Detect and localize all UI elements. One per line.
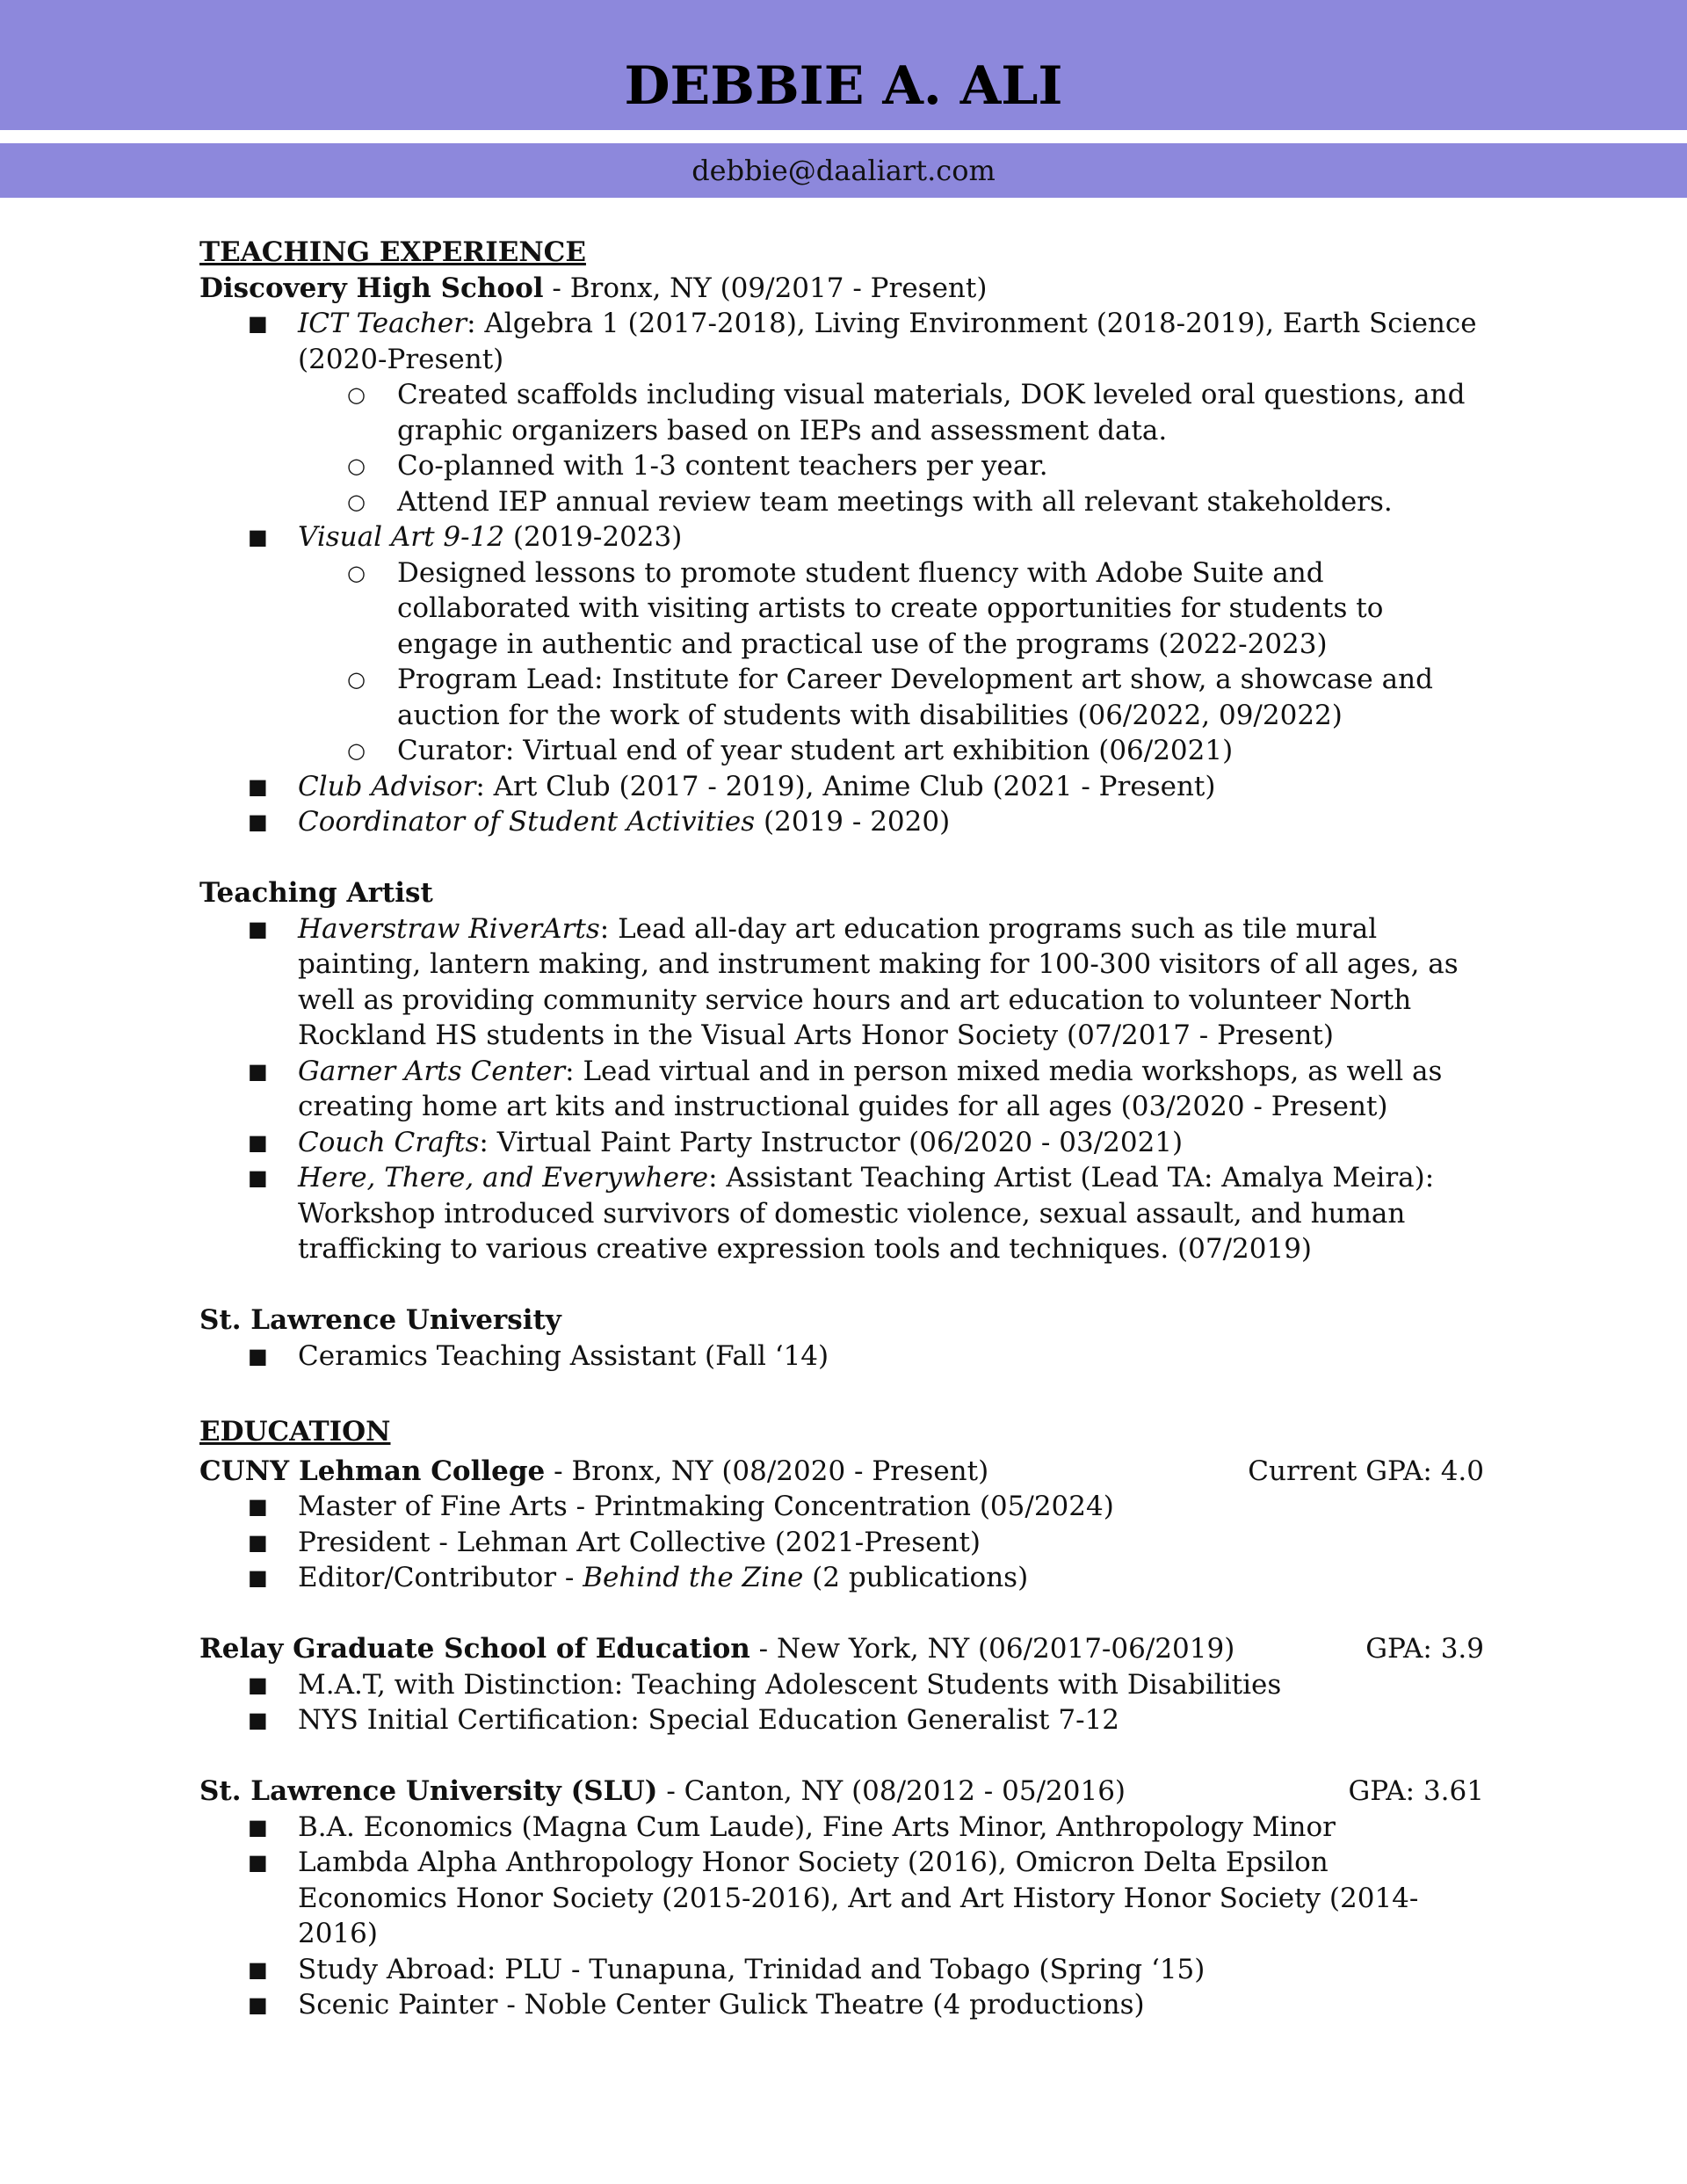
sub-list-item: ○ Designed lessons to promote student fluency with Adobe Suite and collaborated with visiting artists to create opportunities for students to engage in authentic and practical use of the programs (2022-2023) xyxy=(199,555,1484,663)
list-item xyxy=(199,769,1484,805)
spacer xyxy=(199,1738,1484,1774)
role-title: ICT Teacher xyxy=(298,308,467,339)
school-detail: - New York, NY (06/2017-06/2019) xyxy=(749,1633,1235,1665)
education-heading: EDUCATION xyxy=(199,1416,391,1448)
discovery-list xyxy=(199,306,1484,840)
role-detail: (2019-2023) xyxy=(504,521,683,553)
st-lawrence-teaching-entry xyxy=(199,1302,1484,1374)
venue-name: Couch Crafts xyxy=(298,1126,480,1158)
list-item: ■ Ceramics Teaching Assistant (Fall ‘14) xyxy=(199,1339,1484,1375)
list-item xyxy=(199,306,1484,377)
gpa: GPA: 3.9 xyxy=(1365,1633,1484,1665)
discovery-entry xyxy=(199,271,1484,840)
list-item xyxy=(199,1160,1484,1267)
role-title: Visual Art 9-12 xyxy=(298,521,505,553)
publication-title: Behind the Zine xyxy=(583,1562,804,1593)
spacer xyxy=(199,1374,1484,1414)
school-line xyxy=(199,1774,1126,1810)
resume-body xyxy=(199,235,1484,2023)
slu-entry xyxy=(199,1774,1484,2023)
candidate-name: DEBBIE A. ALI xyxy=(624,55,1063,117)
sub-list-item: ○ Attend IEP annual review team meetings with all relevant stakeholders. xyxy=(199,484,1484,520)
list-item: ■ Study Abroad: PLU - Tunapuna, Trinidad and Tobago (Spring ‘15) xyxy=(199,1952,1484,1988)
school-name: Relay Graduate School of Education xyxy=(199,1633,750,1665)
school-line xyxy=(199,1631,1234,1667)
sub-list-item: ○ Co-planned with 1-3 content teachers per year. xyxy=(199,448,1484,484)
relay-entry xyxy=(199,1631,1484,1738)
relay-header xyxy=(199,1631,1484,1667)
teaching-experience-heading: TEACHING EXPERIENCE xyxy=(199,236,586,268)
list-item xyxy=(199,911,1484,1054)
school-detail: - Bronx, NY (08/2020 - Present) xyxy=(545,1455,989,1487)
slu-header xyxy=(199,1774,1484,1810)
school-name: CUNY Lehman College xyxy=(199,1455,546,1487)
school-line xyxy=(199,1454,988,1490)
list-item: ■ President - Lehman Art Collective (2021-Present) xyxy=(199,1525,1484,1561)
spacer xyxy=(199,1267,1484,1303)
lehman-header xyxy=(199,1454,1484,1490)
sub-list-item: ○ Created scaffolds including visual materials, DOK leveled oral questions, and graphic organizers based on IEPs and assessment data. xyxy=(199,377,1484,448)
discovery-header xyxy=(199,271,1484,307)
list-item xyxy=(199,519,1484,555)
item-prefix: Editor/Contributor - xyxy=(298,1562,583,1593)
school-name: St. Lawrence University (SLU) xyxy=(199,1775,658,1807)
venue-name: Haverstraw RiverArts xyxy=(298,912,600,945)
teaching-artist-list xyxy=(199,911,1484,1267)
role-title: Coordinator of Student Activities xyxy=(298,806,756,838)
lehman-list xyxy=(199,1489,1484,1596)
role-title: Club Advisor xyxy=(298,770,476,802)
org-name: St. Lawrence University xyxy=(199,1304,561,1336)
role-detail: : Algebra 1 (2017-2018), Living Environment (2018-2019), Earth Science (2020-Present) xyxy=(298,308,1477,375)
list-item: ■ B.A. Economics (Magna Cum Laude), Fine Arts Minor, Anthropology Minor xyxy=(199,1810,1484,1846)
item-suffix: (2 publications) xyxy=(803,1562,1029,1593)
email-address: debbie@daaliart.com xyxy=(691,154,996,187)
list-item: ■ Lambda Alpha Anthropology Honor Society (2016), Omicron Delta Epsilon Economics Honor Society (2015-2016), Art and Art History Honor Society (2014-2016) xyxy=(199,1845,1484,1952)
org-detail: - Bronx, NY (09/2017 - Present) xyxy=(543,272,988,304)
list-item xyxy=(199,804,1484,840)
slu-list xyxy=(199,1810,1484,2023)
venue-detail: : Lead virtual and in person mixed media workshops, as well as creating home art kits and instructional guides for all ages (03/2020 - Present) xyxy=(298,1055,1443,1122)
gpa: GPA: 3.61 xyxy=(1348,1775,1484,1807)
org-name: Teaching Artist xyxy=(199,877,433,909)
list-item: ■ M.A.T, with Distinction: Teaching Adolescent Students with Disabilities xyxy=(199,1667,1484,1703)
list-item: ■ Master of Fine Arts - Printmaking Concentration (05/2024) xyxy=(199,1489,1484,1525)
relay-list xyxy=(199,1667,1484,1738)
spacer xyxy=(199,1596,1484,1632)
list-item xyxy=(199,1560,1484,1596)
spacer xyxy=(199,840,1484,876)
role-detail: (2019 - 2020) xyxy=(755,806,951,838)
gpa: Current GPA: 4.0 xyxy=(1248,1455,1484,1487)
role-detail: : Art Club (2017 - 2019), Anime Club (2021 - Present) xyxy=(475,770,1216,802)
sub-list-item: ○ Program Lead: Institute for Career Development art show, a showcase and auction for the work of students with disabilities (06/2022, 09/2022) xyxy=(199,662,1484,733)
list-item xyxy=(199,1125,1484,1161)
org-name: Discovery High School xyxy=(199,272,544,304)
venue-detail: : Virtual Paint Party Instructor (06/2020 - 03/2021) xyxy=(479,1126,1184,1158)
sub-list-item: ○ Curator: Virtual end of year student art exhibition (06/2021) xyxy=(199,733,1484,769)
list-item xyxy=(199,1054,1484,1125)
st-lawrence-teaching-list xyxy=(199,1339,1484,1375)
venue-detail: : Assistant Teaching Artist (Lead TA: Amalya Meira): Workshop introduced survivors of domestic violence, sexual assault, and human trafficking to various creative expression tools and techniques. (07/2019) xyxy=(298,1162,1435,1265)
venue-detail: : Lead all-day art education programs such as tile mural painting, lantern making, and instrument making for 100-300 visitors of all ages, as well as providing community service hours and art education to volunteer North Rockland HS students in the Visual Arts Honor Society (07/2017 - Present) xyxy=(298,912,1459,1051)
lehman-entry xyxy=(199,1454,1484,1596)
school-detail: - Canton, NY (08/2012 - 05/2016) xyxy=(657,1775,1126,1807)
teaching-artist-entry xyxy=(199,875,1484,1267)
list-item: ■ Scenic Painter - Noble Center Gulick Theatre (4 productions) xyxy=(199,1987,1484,2023)
venue-name: Here, There, and Everywhere xyxy=(298,1162,709,1194)
list-item: ■ NYS Initial Certification: Special Education Generalist 7-12 xyxy=(199,1702,1484,1738)
venue-name: Garner Arts Center xyxy=(298,1055,566,1087)
